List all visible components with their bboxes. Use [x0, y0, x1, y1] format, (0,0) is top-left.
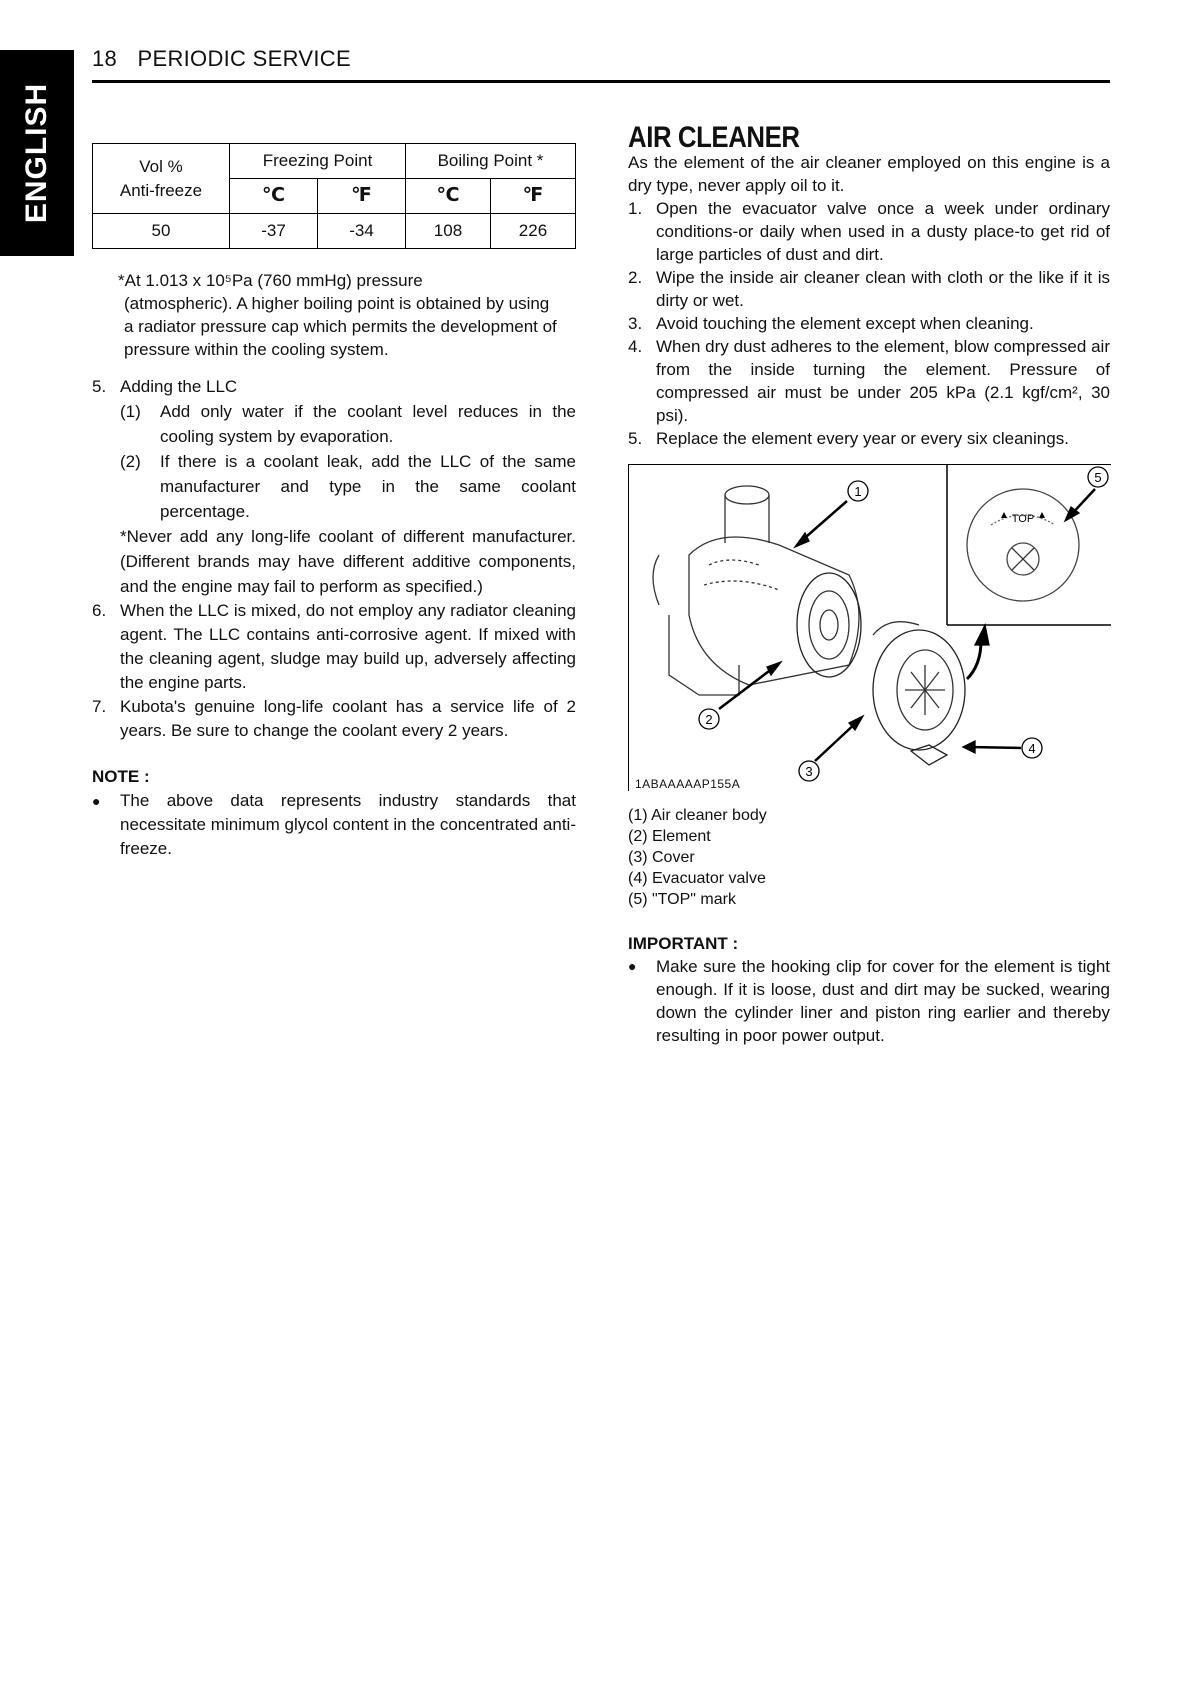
air-cleaner-intro: As the element of the air cleaner employed on this engine is a dry type, never apply oil to it.: [628, 153, 1110, 195]
header-rule: [92, 80, 1110, 83]
callout-2: 2: [705, 712, 713, 727]
step-text: When dry dust adheres to the element, blow compressed air from the inside turning the element. Pressure of compressed air must be under 205 kPa (2.1 kgf/cm², 30 psi).: [656, 337, 1110, 425]
bullet-icon: ●: [628, 958, 637, 974]
step-5-2: [120, 449, 576, 524]
callout-1: 1: [854, 484, 862, 499]
air-cleaner-illustration: [629, 465, 1111, 791]
figure-legend: [628, 805, 1110, 910]
important-bullet: [628, 955, 1110, 1047]
unit-cell: ℃: [230, 179, 318, 214]
top-mark-label: TOP: [1011, 513, 1035, 525]
legend-item: (3) Cover: [628, 849, 695, 866]
note-heading: NOTE :: [92, 767, 150, 786]
left-column: [92, 143, 576, 861]
legend-item: (1) Air cleaner body: [628, 807, 767, 824]
up-arrow-icon: [1039, 512, 1045, 518]
table-cell: 108: [406, 214, 491, 249]
step-text: Wipe the inside air cleaner clean with cloth or the like if it is dirty or wet.: [656, 268, 1110, 310]
step-number: 5.: [628, 429, 643, 448]
step-number: 2.: [628, 268, 643, 287]
step-text: Open the evacuator valve once a week under ordinary conditions-or daily when used in a dusty place-to get rid of large particles of dust and dirt.: [656, 199, 1110, 264]
step-number: 6.: [92, 601, 107, 620]
figure-code: 1ABAAAAAP155A: [635, 777, 741, 791]
substep-text: If there is a coolant leak, add the LLC of the same manufacturer and type in the same coolant percentage.: [160, 452, 576, 521]
ac-step: [628, 335, 1110, 427]
step-text: When the LLC is mixed, do not employ any radiator cleaning agent. The LLC contains anti-corrosive agent. If mixed with the cleaning agent, sludge may build up, adversely affecting the engine parts.: [120, 601, 576, 692]
step-number: 3.: [628, 314, 643, 333]
footnote-line1: *At 1.013 x 10⁵Pa (760 mmHg) pressure: [118, 271, 423, 290]
pressure-footnote: [118, 269, 558, 361]
callout-3: 3: [805, 764, 813, 779]
language-label: ENGLISH: [20, 82, 53, 224]
note-bullet: [92, 789, 576, 861]
ac-step: [628, 312, 1110, 335]
unit-cell: ℃: [406, 179, 491, 214]
step-number: 7.: [92, 697, 107, 716]
substep-number: (1): [120, 402, 141, 421]
important-heading: IMPORTANT :: [628, 934, 739, 953]
unit-cell: ℉: [318, 179, 406, 214]
legend-item: (2) Element: [628, 828, 711, 845]
section-heading: AIR CLEANER: [628, 121, 800, 154]
vol-header-line1: Vol %: [139, 156, 183, 176]
table-cell: 50: [93, 214, 230, 249]
coolant-steps: [92, 375, 576, 743]
step-text: Avoid touching the element except when cleaning.: [656, 314, 1034, 333]
step-5-1: [120, 399, 576, 449]
coolant-table: [92, 143, 576, 249]
page-header: [92, 46, 1110, 72]
callout-5: 5: [1094, 470, 1102, 485]
legend-item: (5) "TOP" mark: [628, 891, 736, 908]
step-text: Replace the element every year or every six cleanings.: [656, 429, 1069, 448]
ac-step: [628, 427, 1110, 450]
step-number: 5.: [92, 377, 107, 396]
vol-header-line2: Anti-freeze: [119, 180, 203, 200]
table-cell: -37: [230, 214, 318, 249]
ac-step: [628, 266, 1110, 312]
step-number: 4.: [628, 337, 643, 356]
right-column: [628, 121, 1110, 1047]
air-cleaner-steps: [628, 197, 1110, 450]
callout-4: 4: [1028, 741, 1036, 756]
unit-cell: ℉: [490, 179, 575, 214]
boiling-header: Boiling Point *: [406, 144, 576, 179]
note-text: The above data represents industry standards that necessitate minimum glycol content in the concentrated anti-freeze.: [120, 791, 576, 858]
vol-header: [93, 144, 230, 214]
step-text: Kubota's genuine long-life coolant has a service life of 2 years. Be sure to change the coolant every 2 years.: [120, 697, 576, 740]
language-side-tab: [0, 50, 74, 256]
freezing-header: Freezing Point: [230, 144, 406, 179]
substep-number: (2): [120, 452, 141, 471]
ac-step: [628, 197, 1110, 266]
page-number: 18: [92, 46, 118, 71]
never-warning: *Never add any long-life coolant of different manufacturer. (Different brands may have different additive components, and the engine may fail to perform as specified.): [120, 527, 576, 596]
bullet-icon: ●: [92, 793, 101, 809]
footnote-line2: (atmospheric). A higher boiling point is obtained by using a radiator pressure cap which permits the development of pressure within the cooling system.: [124, 294, 557, 359]
table-cell: 226: [490, 214, 575, 249]
legend-item: (4) Evacuator valve: [628, 870, 766, 887]
step-6: [92, 599, 576, 695]
important-text: Make sure the hooking clip for cover for the element is tight enough. If it is loose, dust and dirt may be sucked, wearing down the cylinder liner and piston ring earlier and thereby resulting in poor power output.: [656, 957, 1110, 1045]
substep-text: Add only water if the coolant level reduces in the cooling system by evaporation.: [160, 402, 576, 446]
air-cleaner-figure: [628, 464, 1111, 791]
table-cell: -34: [318, 214, 406, 249]
step-7: [92, 695, 576, 743]
up-arrow-icon: [1001, 512, 1007, 518]
step-5: [92, 375, 576, 399]
section-title: PERIODIC SERVICE: [137, 46, 351, 71]
step-text: Adding the LLC: [120, 377, 238, 396]
step-number: 1.: [628, 199, 643, 218]
